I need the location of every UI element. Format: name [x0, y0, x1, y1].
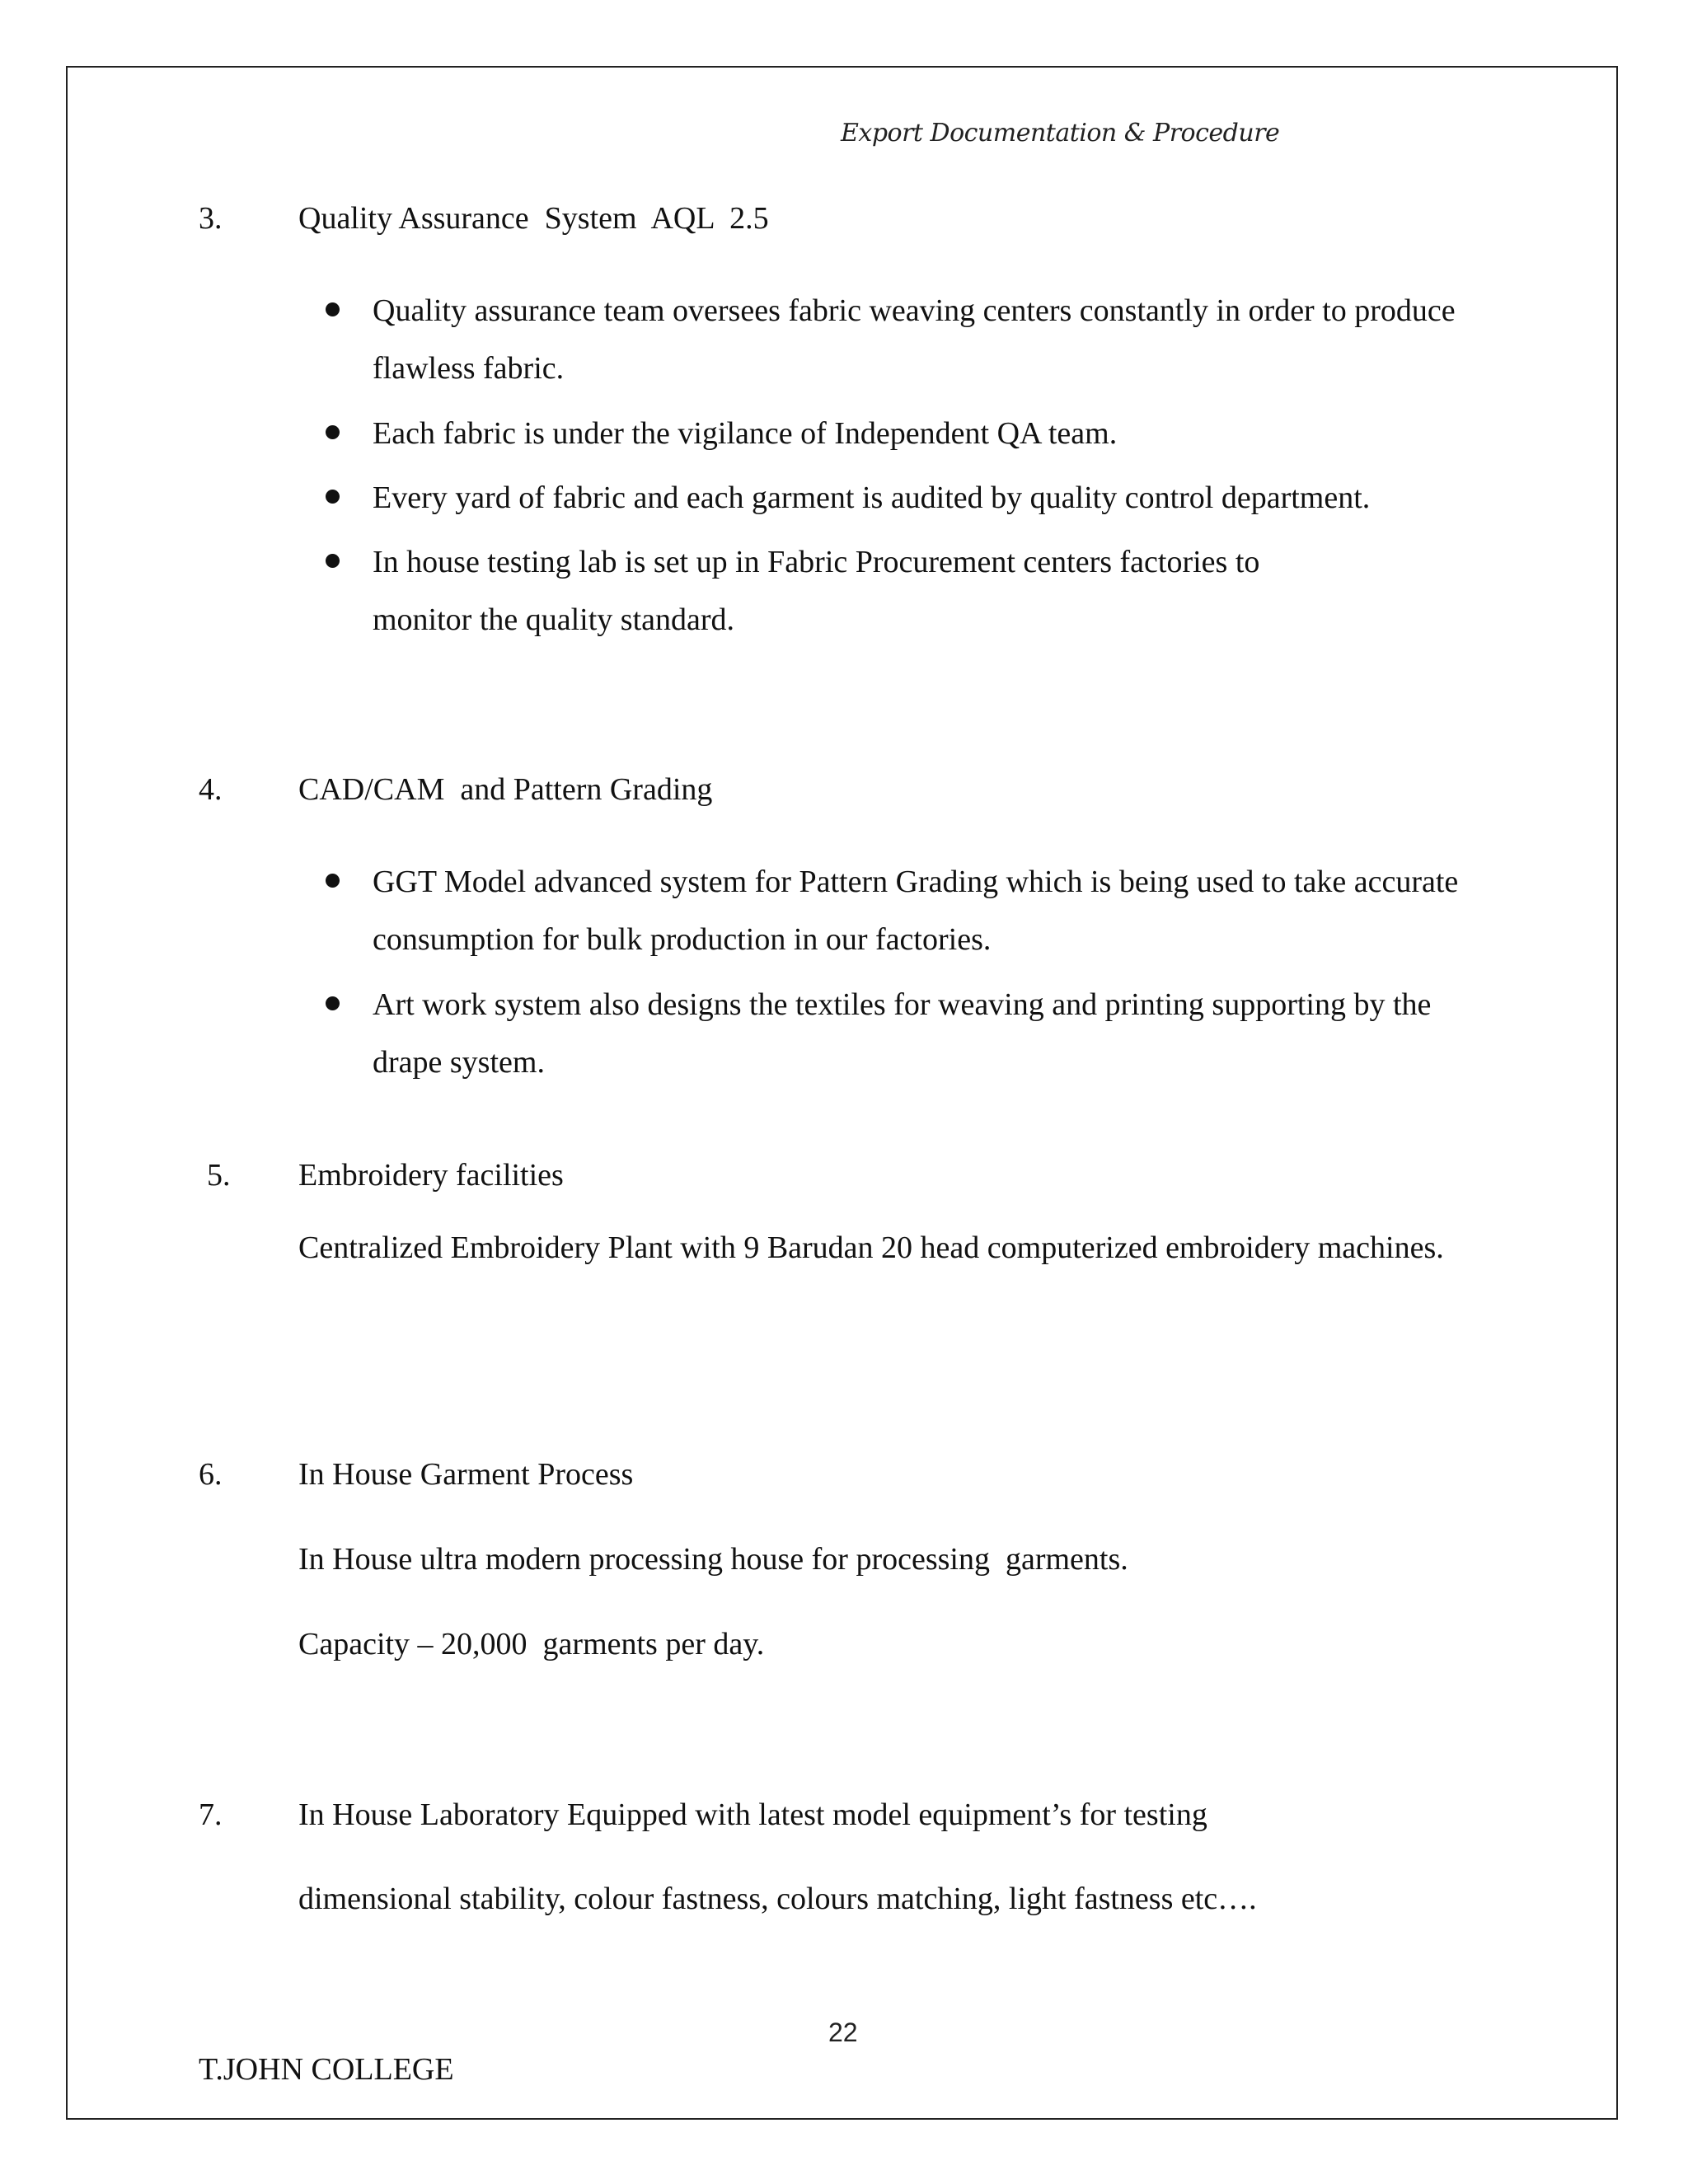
- bullet-text: Each fabric is under the vigilance of Independent QA team.: [373, 416, 1118, 451]
- section-heading: In House Laboratory Equipped with latest model equipment’s for testing: [298, 1797, 1207, 1832]
- bullet-icon: [326, 490, 340, 504]
- bullet-text: Art work system also designs the textiles for weaving and printing supporting by the drape system.: [373, 987, 1432, 1080]
- section-heading: CAD/CAM and Pattern Grading: [298, 772, 713, 807]
- section-number: 4.: [199, 772, 223, 807]
- section-line: Capacity – 20,000 garments per day.: [298, 1627, 765, 1661]
- section-paragraph: Centralized Embroidery Plant with 9 Barudan 20 head computerized embroidery machines.: [298, 1230, 1444, 1265]
- section-heading: Embroidery facilities: [298, 1158, 564, 1193]
- bullet-item: [373, 533, 1362, 649]
- section-line: In House ultra modern processing house for processing garments.: [298, 1542, 1128, 1577]
- bullet-item: [373, 853, 1469, 968]
- bullet-icon: [326, 302, 340, 316]
- bullet-icon: [326, 554, 340, 568]
- bullet-text: Quality assurance team oversees fabric weaving centers constantly in order to produce flawless fabric.: [373, 293, 1456, 386]
- bullet-text: Every yard of fabric and each garment is audited by quality control department.: [373, 480, 1371, 515]
- section-number: 5.: [207, 1158, 231, 1193]
- section-number: 6.: [199, 1457, 223, 1492]
- bullet-item: [373, 282, 1469, 397]
- bullet-item: [373, 405, 1469, 462]
- bullet-text: In house testing lab is set up in Fabric Procurement centers factories to monitor the quality standard.: [373, 545, 1260, 637]
- bullet-item: [373, 976, 1469, 1091]
- section-heading: In House Garment Process: [298, 1457, 634, 1492]
- section-line: dimensional stability, colour fastness, colours matching, light fastness etc….: [298, 1882, 1257, 1916]
- section-number: 3.: [199, 201, 223, 236]
- running-header: Export Documentation & Procedure: [841, 119, 1280, 148]
- bullet-icon: [326, 996, 340, 1010]
- section-heading: Quality Assurance System AQL 2.5: [298, 201, 769, 236]
- bullet-icon: [326, 425, 340, 439]
- bullet-icon: [326, 874, 340, 888]
- section-number: 7.: [199, 1797, 223, 1832]
- footer-college: T.JOHN COLLEGE: [199, 2052, 454, 2087]
- bullet-text: GGT Model advanced system for Pattern Grading which is being used to take accurate consumption for bulk production in our factories.: [373, 865, 1459, 957]
- bullet-item: [373, 469, 1469, 527]
- page-number: 22: [828, 2018, 858, 2047]
